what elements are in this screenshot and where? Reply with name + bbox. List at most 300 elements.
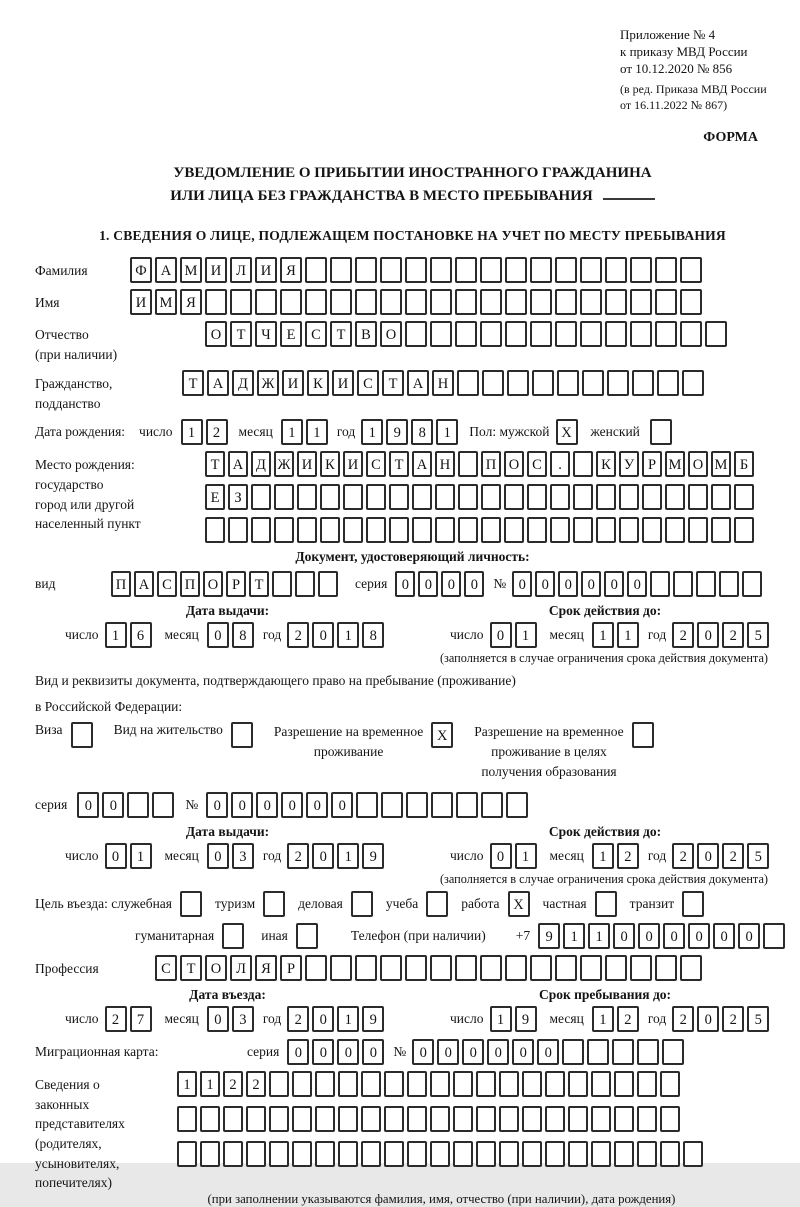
char-cell[interactable] [614, 1141, 634, 1167]
char-cell[interactable]: 0 [535, 571, 555, 597]
char-cell[interactable]: 0 [512, 571, 532, 597]
char-cell[interactable] [545, 1106, 565, 1132]
char-cell[interactable] [630, 289, 652, 315]
char-cell[interactable] [200, 1106, 220, 1132]
char-cell[interactable] [343, 517, 363, 543]
char-cell[interactable] [596, 517, 616, 543]
char-cell[interactable] [683, 1141, 703, 1167]
char-cell[interactable] [269, 1141, 289, 1167]
char-cell[interactable] [455, 257, 477, 283]
char-cell[interactable]: У [619, 451, 639, 477]
char-cell[interactable]: П [111, 571, 131, 597]
char-cell[interactable] [550, 517, 570, 543]
char-cell[interactable]: М [711, 451, 731, 477]
char-cell[interactable]: С [366, 451, 386, 477]
char-cell[interactable] [274, 517, 294, 543]
char-cell[interactable] [430, 257, 452, 283]
char-cell[interactable] [632, 370, 654, 396]
char-cell[interactable] [458, 517, 478, 543]
char-cell[interactable] [591, 1071, 611, 1097]
char-cell[interactable] [655, 257, 677, 283]
char-cell[interactable] [380, 289, 402, 315]
char-cell[interactable]: 1 [281, 419, 303, 445]
char-cell[interactable]: 8 [362, 622, 384, 648]
char-cell[interactable] [223, 1141, 243, 1167]
char-cell[interactable]: 0 [207, 622, 229, 648]
char-cell[interactable]: 1 [617, 622, 639, 648]
char-cell[interactable] [530, 955, 552, 981]
char-cell[interactable]: 0 [697, 843, 719, 869]
char-cell[interactable]: И [297, 451, 317, 477]
char-cell[interactable] [660, 1141, 680, 1167]
char-cell[interactable] [330, 289, 352, 315]
char-cell[interactable] [255, 289, 277, 315]
char-cell[interactable] [573, 484, 593, 510]
char-cell[interactable]: 0 [613, 923, 635, 949]
char-cell[interactable]: 0 [490, 622, 512, 648]
char-cell[interactable]: 0 [462, 1039, 484, 1065]
char-cell[interactable] [637, 1141, 657, 1167]
char-cell[interactable] [711, 517, 731, 543]
char-cell[interactable] [412, 517, 432, 543]
char-cell[interactable]: Л [230, 955, 252, 981]
char-cell[interactable] [688, 484, 708, 510]
char-cell[interactable] [481, 484, 501, 510]
char-cell[interactable] [562, 1039, 584, 1065]
char-cell[interactable] [680, 955, 702, 981]
char-cell[interactable] [591, 1106, 611, 1132]
char-cell[interactable]: Я [180, 289, 202, 315]
char-cell[interactable] [642, 484, 662, 510]
char-cell[interactable] [573, 517, 593, 543]
char-cell[interactable] [366, 517, 386, 543]
char-cell[interactable]: 0 [312, 622, 334, 648]
char-cell[interactable]: М [180, 257, 202, 283]
char-cell[interactable] [251, 484, 271, 510]
char-cell[interactable]: С [305, 321, 327, 347]
char-cell[interactable]: 0 [464, 571, 484, 597]
checkbox-cell[interactable] [231, 722, 253, 748]
char-cell[interactable]: 0 [418, 571, 438, 597]
char-cell[interactable]: Д [251, 451, 271, 477]
char-cell[interactable]: Ж [257, 370, 279, 396]
char-cell[interactable]: 0 [412, 1039, 434, 1065]
char-cell[interactable]: 5 [747, 1006, 769, 1032]
char-cell[interactable]: П [481, 451, 501, 477]
char-cell[interactable] [315, 1106, 335, 1132]
char-cell[interactable]: 2 [722, 1006, 744, 1032]
char-cell[interactable]: 1 [337, 843, 359, 869]
char-cell[interactable] [251, 517, 271, 543]
char-cell[interactable] [580, 321, 602, 347]
char-cell[interactable] [430, 289, 452, 315]
char-cell[interactable] [205, 289, 227, 315]
char-cell[interactable] [430, 321, 452, 347]
char-cell[interactable]: М [155, 289, 177, 315]
char-cell[interactable] [297, 484, 317, 510]
char-cell[interactable] [480, 257, 502, 283]
char-cell[interactable] [272, 571, 292, 597]
char-cell[interactable] [673, 571, 693, 597]
char-cell[interactable]: 9 [515, 1006, 537, 1032]
char-cell[interactable]: 1 [592, 622, 614, 648]
char-cell[interactable]: С [527, 451, 547, 477]
char-cell[interactable] [205, 517, 225, 543]
char-cell[interactable] [305, 955, 327, 981]
checkbox-cell[interactable]: X [431, 722, 453, 748]
char-cell[interactable] [657, 370, 679, 396]
char-cell[interactable]: О [504, 451, 524, 477]
char-cell[interactable]: К [307, 370, 329, 396]
char-cell[interactable] [522, 1071, 542, 1097]
char-cell[interactable]: 0 [77, 792, 99, 818]
char-cell[interactable]: Я [255, 955, 277, 981]
char-cell[interactable]: Л [230, 257, 252, 283]
char-cell[interactable] [582, 370, 604, 396]
char-cell[interactable]: П [180, 571, 200, 597]
char-cell[interactable] [430, 1071, 450, 1097]
char-cell[interactable] [527, 517, 547, 543]
char-cell[interactable] [476, 1071, 496, 1097]
char-cell[interactable]: Р [642, 451, 662, 477]
char-cell[interactable] [605, 321, 627, 347]
char-cell[interactable]: О [203, 571, 223, 597]
char-cell[interactable]: 3 [232, 843, 254, 869]
char-cell[interactable] [457, 370, 479, 396]
char-cell[interactable]: 0 [604, 571, 624, 597]
char-cell[interactable]: 1 [592, 843, 614, 869]
char-cell[interactable]: 0 [206, 792, 228, 818]
checkbox-cell[interactable] [71, 722, 93, 748]
char-cell[interactable]: А [412, 451, 432, 477]
char-cell[interactable]: 1 [177, 1071, 197, 1097]
char-cell[interactable]: 1 [361, 419, 383, 445]
char-cell[interactable] [384, 1106, 404, 1132]
char-cell[interactable]: Т [249, 571, 269, 597]
char-cell[interactable] [504, 484, 524, 510]
char-cell[interactable] [305, 257, 327, 283]
char-cell[interactable]: Т [330, 321, 352, 347]
char-cell[interactable] [507, 370, 529, 396]
char-cell[interactable]: 0 [441, 571, 461, 597]
char-cell[interactable] [480, 289, 502, 315]
char-cell[interactable]: И [343, 451, 363, 477]
char-cell[interactable] [355, 257, 377, 283]
char-cell[interactable]: 0 [306, 792, 328, 818]
char-cell[interactable]: 2 [672, 843, 694, 869]
checkbox-cell[interactable]: X [508, 891, 530, 917]
char-cell[interactable]: 8 [232, 622, 254, 648]
char-cell[interactable]: 0 [688, 923, 710, 949]
char-cell[interactable] [269, 1071, 289, 1097]
char-cell[interactable] [568, 1071, 588, 1097]
char-cell[interactable] [412, 484, 432, 510]
char-cell[interactable]: Т [180, 955, 202, 981]
char-cell[interactable] [292, 1071, 312, 1097]
char-cell[interactable]: Т [382, 370, 404, 396]
char-cell[interactable] [407, 1071, 427, 1097]
char-cell[interactable] [430, 1141, 450, 1167]
char-cell[interactable] [274, 484, 294, 510]
char-cell[interactable] [366, 484, 386, 510]
char-cell[interactable] [246, 1106, 266, 1132]
checkbox-cell[interactable] [351, 891, 373, 917]
char-cell[interactable]: Т [230, 321, 252, 347]
char-cell[interactable]: 2 [672, 1006, 694, 1032]
char-cell[interactable] [763, 923, 785, 949]
char-cell[interactable] [504, 517, 524, 543]
char-cell[interactable] [361, 1071, 381, 1097]
char-cell[interactable] [680, 321, 702, 347]
char-cell[interactable] [637, 1071, 657, 1097]
checkbox-cell[interactable] [426, 891, 448, 917]
char-cell[interactable] [292, 1106, 312, 1132]
char-cell[interactable] [453, 1141, 473, 1167]
char-cell[interactable] [637, 1039, 659, 1065]
char-cell[interactable] [280, 289, 302, 315]
char-cell[interactable] [380, 257, 402, 283]
char-cell[interactable]: 2 [246, 1071, 266, 1097]
char-cell[interactable]: 1 [130, 843, 152, 869]
char-cell[interactable] [545, 1141, 565, 1167]
char-cell[interactable] [407, 1141, 427, 1167]
char-cell[interactable]: С [157, 571, 177, 597]
char-cell[interactable]: 2 [617, 843, 639, 869]
char-cell[interactable]: 1 [200, 1071, 220, 1097]
char-cell[interactable] [315, 1141, 335, 1167]
char-cell[interactable] [127, 792, 149, 818]
char-cell[interactable] [719, 571, 739, 597]
char-cell[interactable]: О [205, 321, 227, 347]
char-cell[interactable]: 1 [306, 419, 328, 445]
char-cell[interactable] [355, 955, 377, 981]
char-cell[interactable]: Б [734, 451, 754, 477]
char-cell[interactable]: Ч [255, 321, 277, 347]
char-cell[interactable] [614, 1106, 634, 1132]
char-cell[interactable] [481, 792, 503, 818]
char-cell[interactable]: 5 [747, 622, 769, 648]
char-cell[interactable]: Ж [274, 451, 294, 477]
char-cell[interactable]: 1 [436, 419, 458, 445]
char-cell[interactable] [568, 1141, 588, 1167]
char-cell[interactable]: А [207, 370, 229, 396]
char-cell[interactable] [705, 321, 727, 347]
char-cell[interactable] [650, 571, 670, 597]
char-cell[interactable]: И [205, 257, 227, 283]
char-cell[interactable] [696, 571, 716, 597]
char-cell[interactable] [711, 484, 731, 510]
char-cell[interactable]: 7 [130, 1006, 152, 1032]
char-cell[interactable] [292, 1141, 312, 1167]
char-cell[interactable] [453, 1071, 473, 1097]
char-cell[interactable] [662, 1039, 684, 1065]
char-cell[interactable]: Ф [130, 257, 152, 283]
char-cell[interactable]: 0 [312, 1039, 334, 1065]
char-cell[interactable]: 1 [588, 923, 610, 949]
char-cell[interactable] [630, 257, 652, 283]
char-cell[interactable]: 0 [663, 923, 685, 949]
char-cell[interactable]: 2 [722, 843, 744, 869]
char-cell[interactable] [338, 1106, 358, 1132]
char-cell[interactable]: 0 [105, 843, 127, 869]
char-cell[interactable]: 1 [515, 843, 537, 869]
char-cell[interactable] [228, 517, 248, 543]
char-cell[interactable] [555, 321, 577, 347]
char-cell[interactable] [315, 1071, 335, 1097]
char-cell[interactable] [605, 955, 627, 981]
char-cell[interactable] [530, 289, 552, 315]
char-cell[interactable] [435, 517, 455, 543]
char-cell[interactable] [338, 1071, 358, 1097]
char-cell[interactable] [530, 257, 552, 283]
char-cell[interactable]: 0 [487, 1039, 509, 1065]
char-cell[interactable]: А [155, 257, 177, 283]
char-cell[interactable]: 0 [638, 923, 660, 949]
char-cell[interactable] [355, 289, 377, 315]
char-cell[interactable]: 2 [287, 1006, 309, 1032]
char-cell[interactable]: 3 [232, 1006, 254, 1032]
char-cell[interactable] [405, 257, 427, 283]
char-cell[interactable]: 0 [512, 1039, 534, 1065]
char-cell[interactable]: 1 [563, 923, 585, 949]
char-cell[interactable]: Р [226, 571, 246, 597]
char-cell[interactable]: К [596, 451, 616, 477]
char-cell[interactable]: Я [280, 257, 302, 283]
char-cell[interactable]: 2 [287, 843, 309, 869]
char-cell[interactable] [480, 955, 502, 981]
char-cell[interactable] [177, 1141, 197, 1167]
char-cell[interactable] [580, 289, 602, 315]
char-cell[interactable] [230, 289, 252, 315]
char-cell[interactable] [680, 289, 702, 315]
char-cell[interactable]: 0 [697, 1006, 719, 1032]
char-cell[interactable]: Т [205, 451, 225, 477]
char-cell[interactable] [458, 451, 478, 477]
char-cell[interactable] [532, 370, 554, 396]
char-cell[interactable] [607, 370, 629, 396]
char-cell[interactable]: 0 [312, 1006, 334, 1032]
char-cell[interactable] [660, 1106, 680, 1132]
char-cell[interactable]: 6 [130, 622, 152, 648]
char-cell[interactable]: Е [280, 321, 302, 347]
char-cell[interactable] [505, 257, 527, 283]
char-cell[interactable] [573, 451, 593, 477]
char-cell[interactable] [338, 1141, 358, 1167]
char-cell[interactable] [665, 517, 685, 543]
char-cell[interactable]: Н [432, 370, 454, 396]
char-cell[interactable] [455, 321, 477, 347]
char-cell[interactable]: 0 [395, 571, 415, 597]
checkbox-cell[interactable] [650, 419, 672, 445]
char-cell[interactable]: 1 [490, 1006, 512, 1032]
char-cell[interactable] [455, 955, 477, 981]
char-cell[interactable] [680, 257, 702, 283]
char-cell[interactable] [330, 257, 352, 283]
char-cell[interactable]: 1 [181, 419, 203, 445]
char-cell[interactable] [580, 257, 602, 283]
char-cell[interactable]: С [357, 370, 379, 396]
char-cell[interactable] [505, 289, 527, 315]
char-cell[interactable] [269, 1106, 289, 1132]
char-cell[interactable]: 9 [538, 923, 560, 949]
char-cell[interactable]: И [255, 257, 277, 283]
char-cell[interactable]: 0 [490, 843, 512, 869]
char-cell[interactable]: 9 [362, 1006, 384, 1032]
char-cell[interactable] [246, 1141, 266, 1167]
char-cell[interactable]: 2 [672, 622, 694, 648]
char-cell[interactable] [381, 792, 403, 818]
char-cell[interactable]: 0 [713, 923, 735, 949]
char-cell[interactable]: В [355, 321, 377, 347]
char-cell[interactable]: 0 [437, 1039, 459, 1065]
char-cell[interactable]: 0 [362, 1039, 384, 1065]
char-cell[interactable]: 0 [231, 792, 253, 818]
char-cell[interactable] [682, 370, 704, 396]
char-cell[interactable]: Т [389, 451, 409, 477]
char-cell[interactable] [389, 517, 409, 543]
char-cell[interactable]: 0 [627, 571, 647, 597]
char-cell[interactable]: 1 [592, 1006, 614, 1032]
char-cell[interactable] [527, 484, 547, 510]
char-cell[interactable]: 1 [337, 622, 359, 648]
char-cell[interactable] [530, 321, 552, 347]
char-cell[interactable] [555, 955, 577, 981]
char-cell[interactable]: 2 [287, 622, 309, 648]
char-cell[interactable]: 0 [558, 571, 578, 597]
char-cell[interactable] [522, 1106, 542, 1132]
char-cell[interactable] [637, 1106, 657, 1132]
char-cell[interactable]: 2 [105, 1006, 127, 1032]
char-cell[interactable] [481, 517, 501, 543]
char-cell[interactable] [734, 484, 754, 510]
char-cell[interactable] [555, 289, 577, 315]
char-cell[interactable] [612, 1039, 634, 1065]
char-cell[interactable]: М [665, 451, 685, 477]
char-cell[interactable] [406, 792, 428, 818]
char-cell[interactable] [405, 321, 427, 347]
char-cell[interactable] [476, 1141, 496, 1167]
char-cell[interactable]: Е [205, 484, 225, 510]
char-cell[interactable]: 0 [256, 792, 278, 818]
char-cell[interactable]: О [380, 321, 402, 347]
char-cell[interactable] [384, 1071, 404, 1097]
char-cell[interactable] [430, 1106, 450, 1132]
char-cell[interactable]: 8 [411, 419, 433, 445]
char-cell[interactable] [482, 370, 504, 396]
char-cell[interactable] [660, 1071, 680, 1097]
char-cell[interactable] [305, 289, 327, 315]
char-cell[interactable] [407, 1106, 427, 1132]
char-cell[interactable] [453, 1106, 473, 1132]
char-cell[interactable] [619, 484, 639, 510]
char-cell[interactable]: 0 [207, 1006, 229, 1032]
char-cell[interactable] [505, 321, 527, 347]
char-cell[interactable]: А [407, 370, 429, 396]
char-cell[interactable] [522, 1141, 542, 1167]
char-cell[interactable]: 0 [337, 1039, 359, 1065]
char-cell[interactable]: 0 [287, 1039, 309, 1065]
char-cell[interactable] [458, 484, 478, 510]
char-cell[interactable] [320, 484, 340, 510]
char-cell[interactable] [591, 1141, 611, 1167]
char-cell[interactable]: 2 [223, 1071, 243, 1097]
char-cell[interactable] [555, 257, 577, 283]
char-cell[interactable] [297, 517, 317, 543]
char-cell[interactable] [605, 289, 627, 315]
char-cell[interactable]: О [205, 955, 227, 981]
char-cell[interactable] [499, 1071, 519, 1097]
char-cell[interactable] [630, 955, 652, 981]
